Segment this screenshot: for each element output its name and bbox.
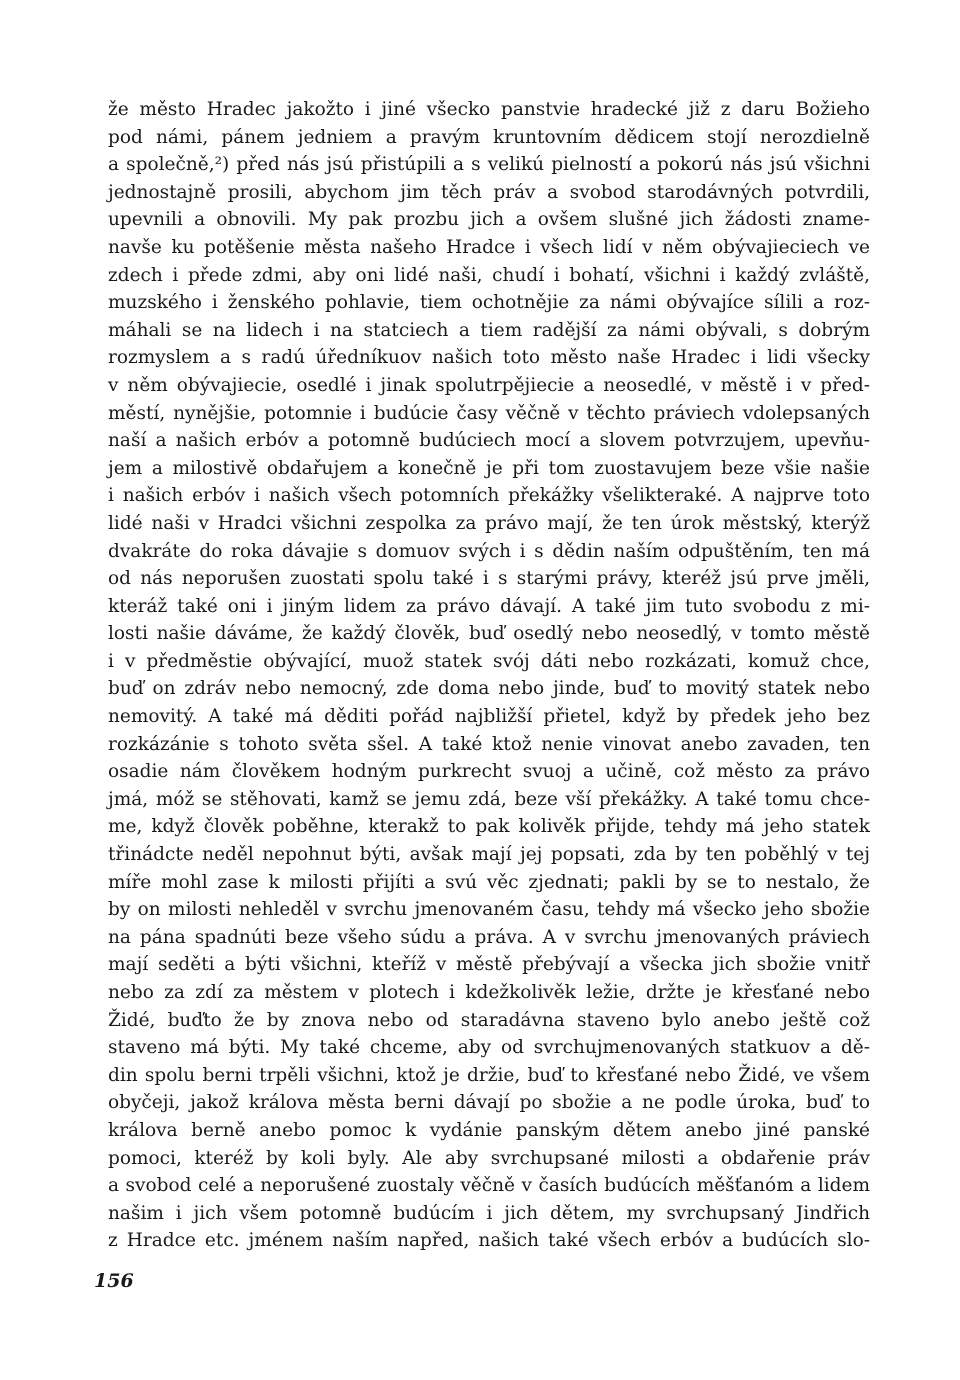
text-line: jem a milostivě obdařujem a konečně je při tom zuostavujem beze všie našie xyxy=(108,457,870,479)
text-line: jednostajně prosili, abychom jim těch práv a svobod starodávných potvrdili, xyxy=(108,181,870,203)
text-line: našim i jich všem potomně budúcím i jich dětem, my svrchupsaný Jindřich xyxy=(108,1202,870,1224)
text-line: a společně,²) před nás jsú přistúpili a s velikú pielností a pokorú nás jsú všichni xyxy=(108,154,870,176)
text-line: mají seděti a býti všichni, kteříž v městě přebývají a všecka jich sbožie vnitř xyxy=(108,954,870,976)
text-line: lidé naši v Hradci všichni zespolka za právo mají, že ten úrok městský, kterýž xyxy=(108,512,870,534)
text-line: míře mohl zase k milosti přijíti a svú věc zjednati; pakli by se to nestalo, že xyxy=(108,871,870,893)
text-line: dvakráte do roka dávajie s domuov svých i s dědin naším odpuštěním, ten má xyxy=(108,540,870,562)
text-line: máhali se na lidech i na statciech a tiem radější za námi obývali, s dobrým xyxy=(108,319,870,341)
page-number: 156 xyxy=(94,1270,134,1292)
text-line: navše ku potěšenie města našeho Hradce i všech lidí v něm obývajieciech ve xyxy=(108,236,870,258)
text-line: i našich erbóv i našich všech potomních překážky všelikteraké. A najprve toto xyxy=(108,485,870,507)
text-line: rozkázánie s tohoto světa sšel. A také ktož nenie vinovat anebo zavaden, ten xyxy=(108,733,870,755)
text-line: by on milosti nehleděl v svrchu jmenovaném času, tehdy má všecko jeho sbožie xyxy=(108,899,870,921)
text-line: králova berně anebo pomoc k vydánie panským dětem anebo jiné panské xyxy=(108,1119,870,1141)
text-line: osadie nám člověkem hodným purkrecht svuoj a učině, což město za právo xyxy=(108,761,870,783)
text-line: od nás neporušen zuostati spolu také i s starými právy, kteréž jsú prve jměli, xyxy=(108,568,870,590)
text-line: buď on zdráv nebo nemocný, zde doma nebo jinde, buď to movitý statek nebo xyxy=(108,678,870,700)
text-line: me, když člověk poběhne, kterakž to pak kolivěk přijde, tehdy má jeho statek xyxy=(108,816,870,838)
text-line: městí, nynějšie, potomnie i budúcie časy věčně v těchto práviech vdolepsaných xyxy=(108,402,870,424)
text-line: staveno má býti. My také chceme, aby od svrchujmenovaných statkuov a dě- xyxy=(108,1037,870,1059)
text-line: i v předměstie obývající, muož statek svój dáti nebo rozkázati, komuž chce, xyxy=(108,650,870,672)
text-line: naší a našich erbóv a potomně budúciech mocí a slovem potvrzujem, upevňu- xyxy=(108,430,870,452)
text-line: pod námi, pánem jedniem a pravým kruntovním dědicem stojí nerozdielně xyxy=(108,126,870,148)
text-line: kteráž také oni i jiným lidem za právo dávají. A také jim tuto svobodu z mi- xyxy=(108,595,870,617)
text-line: pomoci, kteréž by koli byly. Ale aby svrchupsané milosti a obdařenie práv xyxy=(108,1147,870,1169)
text-line: upevnili a obnovili. My pak prozbu jich a ovšem slušné jich žádosti zname- xyxy=(108,209,870,231)
text-line: z Hradce etc. jménem naším napřed, našich také všech erbóv a budúcích slo- xyxy=(108,1230,870,1252)
text-line: nemovitý. A také má děditi pořád najbližší přietel, když by předek jeho bez xyxy=(108,706,870,728)
text-line: jmá, móž se stěhovati, kamž se jemu zdá, beze vší překážky. A také tomu chce- xyxy=(108,788,870,810)
text-line: na pána spadnúti beze všeho súdu a práva. A v svrchu jmenovaných práviech xyxy=(108,926,870,948)
text-line: obyčeji, jakož králova města berni dávají po sbožie a ne podle úroka, buď to xyxy=(108,1092,870,1114)
text-line: zdech i přede zdmi, aby oni lidé naši, chudí i bohatí, všichni i každý zvláště, xyxy=(108,264,870,286)
text-line: nebo za zdí za městem v plotech i kdežkolivěk ležie, držte je křesťané nebo xyxy=(108,982,870,1003)
text-line: rozmyslem a s radú úředníkuov našich toto město naše Hradec i lidi všecky xyxy=(108,347,870,369)
text-line: a svobod celé a neporušené zuostaly věčně v časích budúcích měšťanóm a lidem xyxy=(108,1175,870,1197)
text-line: Židé, buďto že by znova nebo od staradávna staveno bylo anebo ještě což xyxy=(108,1009,870,1031)
text-line: v něm obývajiecie, osedlé i jinak spolutrpějiecie a neosedlé, v městě i v před- xyxy=(108,374,870,396)
text-line: třinádcte neděl nepohnut býti, avšak mají jej popsati, zda by ten poběhlý v tej xyxy=(108,844,870,866)
document-body xyxy=(108,96,870,1255)
text-line: že město Hradec jakožto i jiné všecko panstvie hradecké již z daru Božieho xyxy=(108,99,870,120)
text-line: losti našie dáváme, že každý člověk, buď osedlý nebo neosedlý, v tomto městě xyxy=(108,623,870,645)
text-line: muzského i ženského pohlavie, tiem ochotnějie za námi obývajíce sílili a roz- xyxy=(108,292,870,314)
text-line: din spolu berni trpěli všichni, ktož je držie, buď to křesťané nebo Židé, ve všem xyxy=(108,1064,870,1086)
